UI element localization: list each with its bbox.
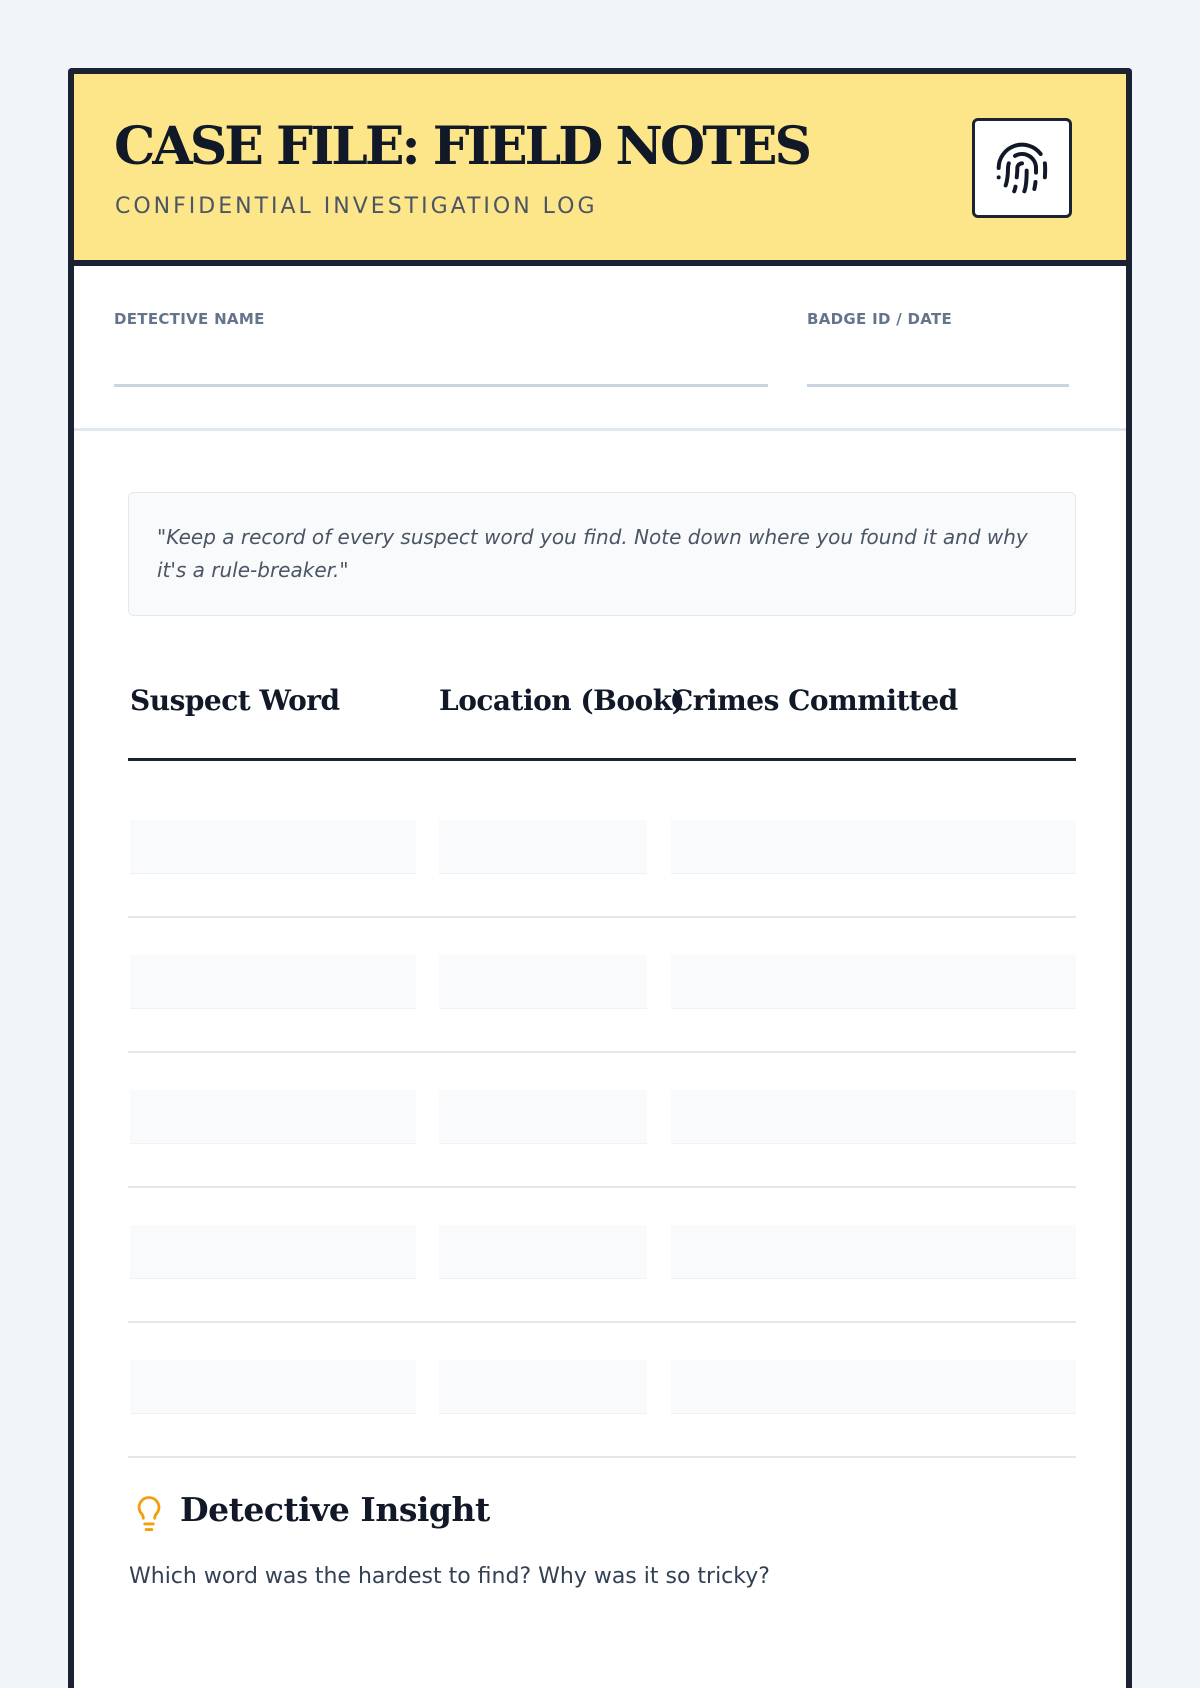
suspect-word-cell[interactable]	[130, 1225, 416, 1279]
column-header-location: Location (Book)	[439, 684, 685, 717]
table-row-divider	[128, 1456, 1076, 1458]
instructions-box: "Keep a record of every suspect word you find. Note down where you found it and why it's a rule-breaker."	[128, 492, 1076, 616]
insight-question: Which word was the hardest to find? Why was it so tricky?	[129, 1564, 770, 1589]
worksheet-header	[74, 74, 1126, 266]
badge-date-label: BADGE ID / DATE	[807, 310, 953, 328]
column-header-suspect-word: Suspect Word	[130, 684, 340, 717]
page-title: CASE FILE: FIELD NOTES	[114, 116, 810, 177]
detective-info-section	[74, 266, 1126, 431]
table-row-divider	[128, 1186, 1076, 1188]
column-header-crimes: Crimes Committed	[671, 684, 958, 717]
location-cell[interactable]	[439, 1090, 647, 1144]
lightbulb-icon	[132, 1494, 166, 1534]
table-row-divider	[128, 916, 1076, 918]
table-row-divider	[128, 1321, 1076, 1323]
case-file-worksheet	[68, 68, 1132, 1688]
location-cell[interactable]	[439, 820, 647, 874]
badge-date-field[interactable]	[807, 384, 1069, 387]
location-cell[interactable]	[439, 1225, 647, 1279]
table-row-divider	[128, 1051, 1076, 1053]
crimes-cell[interactable]	[671, 1090, 1076, 1144]
suspect-word-cell[interactable]	[130, 1090, 416, 1144]
location-cell[interactable]	[439, 955, 647, 1009]
crimes-cell[interactable]	[671, 820, 1076, 874]
fingerprint-badge	[972, 118, 1072, 218]
crimes-cell[interactable]	[671, 955, 1076, 1009]
table-header-rule	[128, 758, 1076, 761]
detective-name-label: DETECTIVE NAME	[114, 310, 265, 328]
page-subtitle: CONFIDENTIAL INVESTIGATION LOG	[115, 194, 598, 219]
suspect-word-cell[interactable]	[130, 955, 416, 1009]
fingerprint-icon	[994, 140, 1050, 196]
detective-name-field[interactable]	[114, 384, 768, 387]
insight-title: Detective Insight	[180, 1490, 490, 1529]
crimes-cell[interactable]	[671, 1360, 1076, 1414]
location-cell[interactable]	[439, 1360, 647, 1414]
suspect-word-cell[interactable]	[130, 1360, 416, 1414]
crimes-cell[interactable]	[671, 1225, 1076, 1279]
suspect-word-cell[interactable]	[130, 820, 416, 874]
